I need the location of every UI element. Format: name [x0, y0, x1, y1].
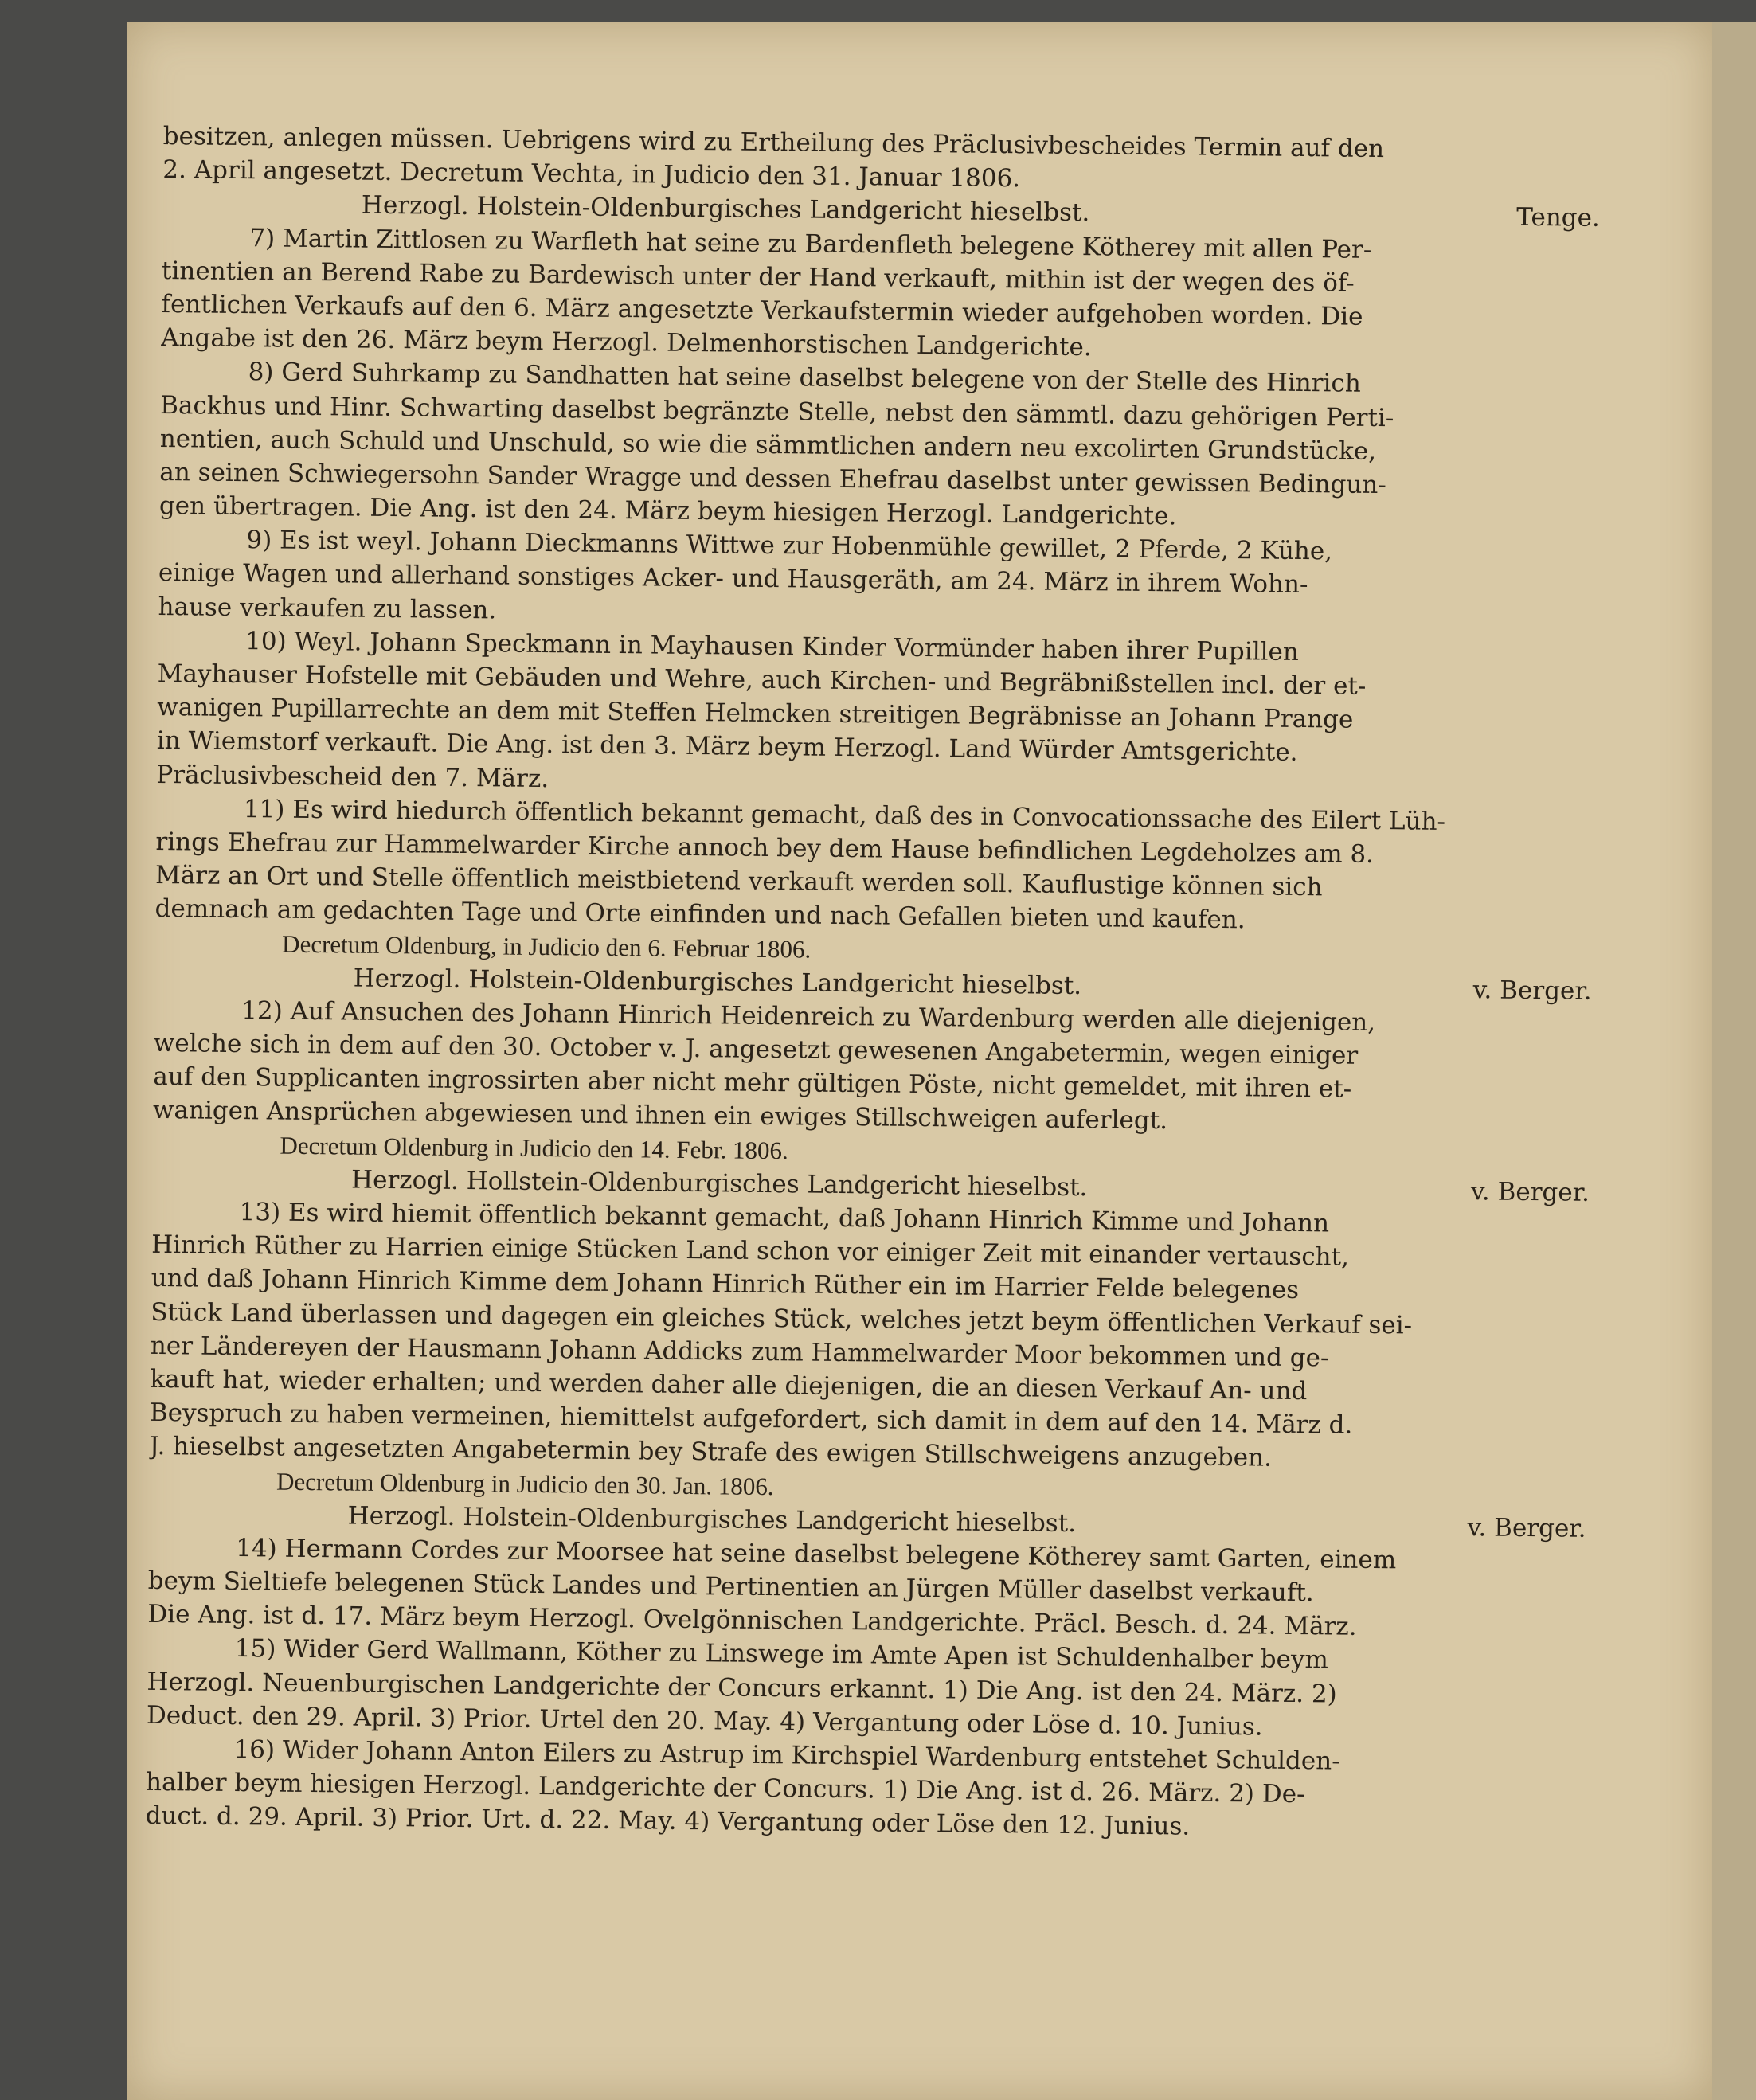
page-edge	[1712, 22, 1756, 2100]
paragraph-first-line: 15) Wider Gerd Wallmann, Köther zu Linswege im Amte Apen ist Schuldenhalber beym	[234, 1634, 1329, 1675]
text-line: Präclusivbescheid den 7. März.	[156, 760, 549, 793]
text-line: Hinrich Rüther zu Harrien einige Stücken Land schon vor einiger Zeit mit einander vertauscht,	[151, 1230, 1350, 1272]
text-line: Deduct. den 29. April. 3) Prior. Urtel den 20. May. 4) Vergantung oder Löse d. 10. Junius.	[146, 1700, 1263, 1742]
text-line: kauft hat, wieder erhalten; und werden daher alle diejenigen, die an diesen Verkauf An- und	[150, 1364, 1308, 1406]
text-line: besitzen, anlegen müssen. Uebrigens wird zu Ertheilung des Präclusivbescheides Termin auf den	[162, 121, 1385, 164]
text-line: demnach am gedachten Tage und Orte einfinden und nach Gefallen bieten und kaufen.	[154, 894, 1246, 935]
text-line: wanigen Pupillarrechte an dem mit Steffen Helmcken streitigen Begräbnisse an Johann Prange	[157, 693, 1354, 734]
paragraph-first-line: 10) Weyl. Johann Speckmann in Mayhausen Kinder Vormünder haben ihrer Pupillen	[244, 626, 1300, 667]
text-line: an seinen Schwiegersohn Sander Wragge und dessen Ehefrau daselbst unter gewissen Bedingun-	[159, 457, 1387, 499]
text-line: halber beym hiesigen Herzogl. Landgerichte der Concurs. 1) Die Ang. ist d. 26. März. 2) De-	[145, 1768, 1305, 1809]
court-name: Herzogl. Holstein-Oldenburgisches Landgericht hieselbst.	[347, 1501, 1077, 1538]
court-name: Herzogl. Hollstein-Oldenburgisches Landgericht hieselbst.	[350, 1165, 1088, 1203]
text-line: rings Ehefrau zur Hammelwarder Kirche annoch bey dem Hause befindlichen Legdeholzes am 8.	[155, 827, 1375, 869]
court-name: Herzogl. Holstein-Oldenburgisches Landgericht hieselbst.	[361, 190, 1090, 228]
text-line: beym Sieltiefe belegenen Stück Landes und Pertinentien an Jürgen Müller daselbst verkauft.	[147, 1566, 1314, 1608]
court-name: Herzogl. Holstein-Oldenburgisches Landgericht hieselbst.	[353, 964, 1082, 1000]
signatory-name: v. Berger.	[1472, 975, 1592, 1006]
text-line: wanigen Ansprüchen abgewiesen und ihnen ein ewiges Stillschweigen auferlegt.	[152, 1096, 1168, 1136]
text-line: Herzogl. Neuenburgischen Landgerichte der Concurs erkannt. 1) Die Ang. ist den 24. März. 2)	[147, 1667, 1337, 1709]
text-line: einige Wagen und allerhand sonstiges Acker- und Hausgeräth, am 24. März in ihrem Wohn-	[158, 558, 1308, 600]
paragraph-first-line: 12) Auf Ansuchen des Johann Hinrich Heidenreich zu Wardenburg werden alle diejenigen,	[241, 995, 1376, 1037]
paragraph-first-line: 16) Wider Johann Anton Eilers zu Astrup im Kirchspiel Wardenburg entstehet Schulden-	[233, 1735, 1340, 1776]
text-line: Mayhauser Hofstelle mit Gebäuden und Wehre, auch Kirchen- und Begräbnißstellen incl. der et-	[157, 659, 1367, 701]
text-line: fentlichen Verkaufs auf den 6. März angesetzte Verkaufstermin wieder aufgehoben worden. Die	[161, 289, 1363, 331]
text-line: ner Ländereyen der Hausmann Johann Addicks zum Hammelwarder Moor bekommen und ge-	[150, 1331, 1329, 1373]
signatory-name: Tenge.	[1515, 203, 1600, 233]
text-line: duct. d. 29. April. 3) Prior. Urt. d. 22. May. 4) Vergantung oder Löse den 12. Junius.	[145, 1801, 1191, 1841]
text-line: hause verkaufen zu lassen.	[158, 592, 497, 625]
text-line: in Wiemstorf verkauft. Die Ang. ist den 3. März beym Herzogl. Land Würder Amtsgerichte.	[156, 726, 1298, 768]
text-line: Die Ang. ist d. 17. März beym Herzogl. Ovelgönnischen Landgerichte. Präcl. Besch. d. 24. März.	[147, 1600, 1357, 1642]
decree-line: Decretum Oldenburg in Judicio den 14. Febr. 1806.	[280, 1131, 788, 1164]
paragraph-first-line: 7) Martin Zittlosen zu Warfleth hat seine zu Bardenfleth belegene Kötherey mit allen Per-	[249, 223, 1372, 264]
decree-line: Decretum Oldenburg in Judicio den 30. Jan. 1806.	[276, 1467, 774, 1500]
text-line: Angabe ist den 26. März beym Herzogl. Delmenhorstischen Landgerichte.	[160, 323, 1092, 362]
decree-line: Decretum Oldenburg, in Judicio den 6. Februar 1806.	[281, 929, 812, 964]
text-line: tinentien an Berend Rabe zu Bardewisch unter der Hand verkauft, mithin ist der wegen des öf-	[161, 256, 1355, 298]
paragraph-first-line: 11) Es wird hiedurch öffentlich bekannt gemacht, daß des in Convocationssache des Eilert Lüh-	[243, 794, 1446, 836]
text-line: 2. April angesetzt. Decretum Vechta, in Judicio den 31. Januar 1806.	[162, 155, 1021, 194]
paragraph-first-line: 9) Es ist weyl. Johann Dieckmanns Wittwe zur Hobenmühle gewillet, 2 Pferde, 2 Kühe,	[246, 526, 1333, 566]
paragraph-first-line: 14) Hermann Cordes zur Moorsee hat seine daselbst belegene Kötherey samt Garten, einem	[236, 1533, 1397, 1575]
document-text	[145, 119, 1632, 1848]
text-line: nentien, auch Schuld und Unschuld, so wie die sämmtlichen andern neu excolirten Grundstücke,	[159, 424, 1377, 466]
text-line: Backhus und Hinr. Schwarting daselbst begränzte Stelle, nebst den sämmtl. dazu gehörigen Perti-	[160, 390, 1394, 432]
text-line: März an Ort und Stelle öffentlich meistbietend verkauft werden soll. Kauflustige können sich	[154, 861, 1323, 902]
text-line: welche sich in dem auf den 30. October v. J. angesetzt gewesenen Angabetermin, wegen einiger	[153, 1028, 1359, 1070]
text-line: und daß Johann Hinrich Kimme dem Johann Hinrich Rüther ein im Harrier Felde belegenes	[151, 1264, 1300, 1305]
text-line: gen übertragen. Die Ang. ist den 24. März beym hiesigen Herzogl. Landgerichte.	[158, 491, 1177, 531]
text-line: Beyspruch zu haben vermeinen, hiemittelst aufgefordert, sich damit in dem auf den 14. März d.	[149, 1398, 1353, 1440]
text-line: auf den Supplicanten ingrossirten aber nicht mehr gültigen Pöste, nicht gemeldet, mit ihren et-	[153, 1062, 1352, 1104]
signatory-name: v. Berger.	[1467, 1512, 1586, 1543]
paragraph-first-line: 13) Es wird hiemit öffentlich bekannt gemacht, daß Johann Hinrich Kimme und Johann	[239, 1198, 1330, 1238]
text-line: J. hieselbst angesetzten Angabetermin bey Strafe des ewigen Stillschweigens anzugeben.	[149, 1432, 1273, 1472]
text-line: Stück Land überlassen und dagegen ein gleiches Stück, welches jetzt beym öffentlichen Verkauf sei-	[151, 1297, 1413, 1340]
signatory-name: v. Berger.	[1470, 1177, 1590, 1207]
paragraph-first-line: 8) Gerd Suhrkamp zu Sandhatten hat seine daselbst belegene von der Stelle des Hinrich	[248, 358, 1361, 399]
